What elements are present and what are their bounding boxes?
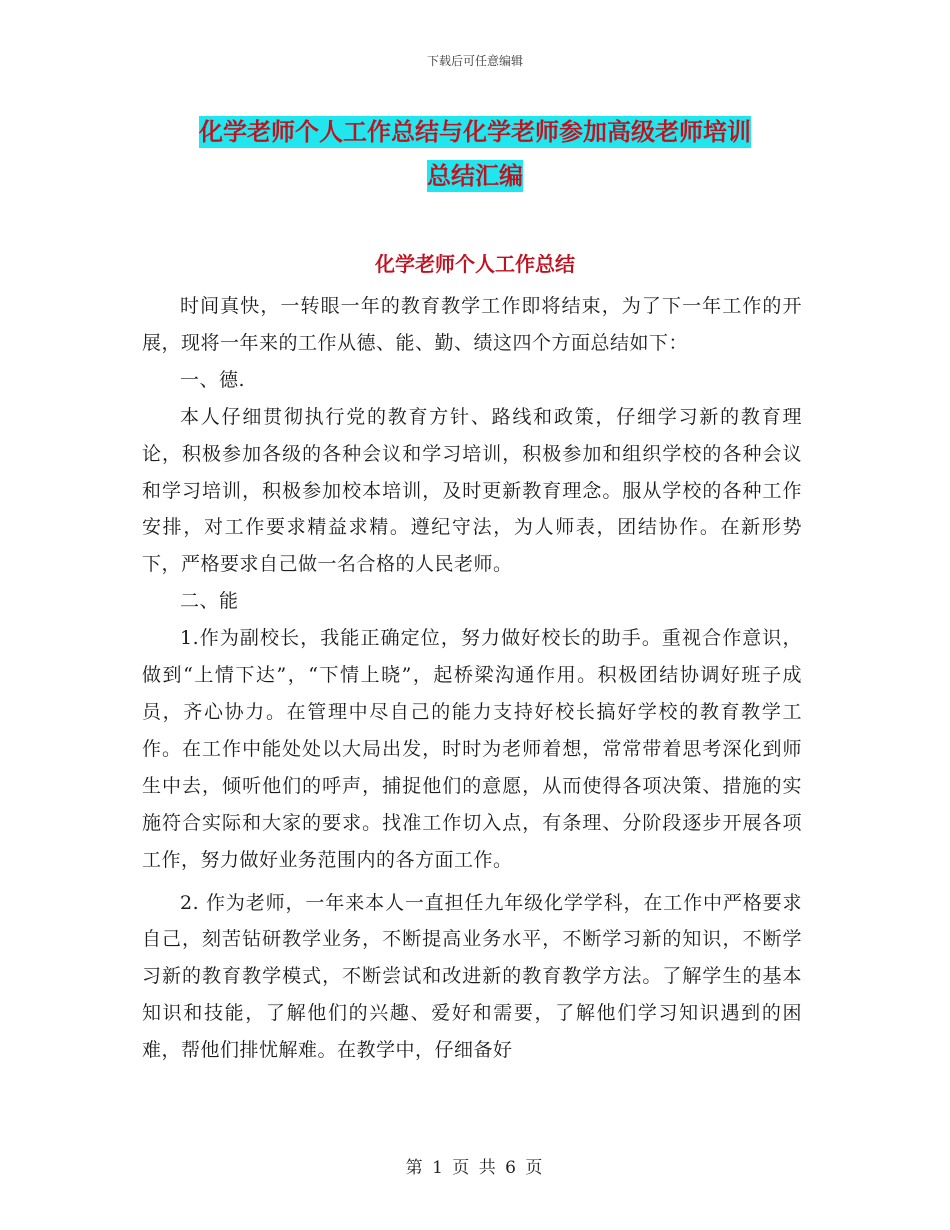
body-text [142,288,802,1069]
page-footer: 第 1 页 共 6 页 [405,1158,545,1178]
section-title: 化学老师个人工作总结 [375,252,575,276]
header-note: 下载后可任意编辑 [426,54,523,68]
document-title-line-2: 总结汇编 [427,162,523,190]
paragraph-de: 本人仔细贯彻执行党的教育方针、路线和政策，仔细学习新的教育理论，积极参加各级的各种会议和学习培训，积极参加和组织学校的各种会议和学习培训，积极参加校本培训，及时更新教育理念。服从学校的各种工作安排，对工作要求精益求精。遵纪守法，为人师表，团结协作。在新形势下，严格要求自己做一名合格的人民老师。 [142,405,802,576]
heading-neng: 二、能 [180,590,239,613]
heading-de: 一、德. [180,368,246,391]
document-title [140,110,810,198]
paragraph-intro: 时间真快，一转眼一年的教育教学工作即将结束，为了下一年工作的开展，现将一年来的工作从德、能、勤、绩这四个方面总结如下： [142,295,802,354]
paragraph-teacher: 2. 作为老师，一年来本人一直担任九年级化学学科，在工作中严格要求自己，刻苦钻研教学业务，不断提高业务水平，不断学习新的知识，不断学习新的教育教学模式，不断尝试和改进新的教育教学方法。了解学生的基本知识和技能，了解他们的兴趣、爱好和需要，了解他们学习知识遇到的困难，帮他们排忧解难。在教学中，仔细备好 [142,891,802,1062]
document-title-line-1: 化学老师个人工作总结与化学老师参加高级老师培训 [199,118,751,146]
paragraph-vice-principal: 1.作为副校长，我能正确定位，努力做好校长的助手。重视合作意识，做到“上情下达”，“下情上晓”，起桥梁沟通作用。积极团结协调好班子成员，齐心协力。在管理中尽自己的能力支持好校长搞好学校的教育教学工作。在工作中能处处以大局出发，时时为老师着想，常常带着思考深化到师生中去，倾听他们的呼声，捕捉他们的意愿，从而使得各项决策、措施的实施符合实际和大家的要求。找准工作切入点，有条理、分阶段逐步开展各项工作，努力做好业务范围内的各方面工作。 [142,627,802,871]
